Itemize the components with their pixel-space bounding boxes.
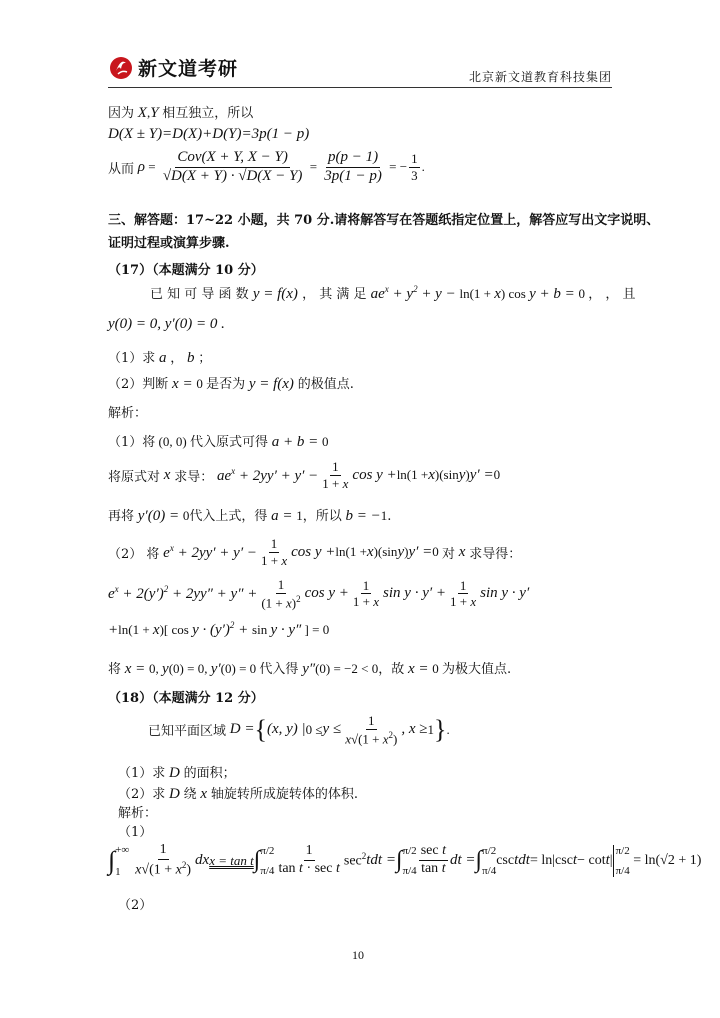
part2-label: （2）: [118, 898, 153, 913]
question-17-title: （17）（本题满分 10 分）: [108, 263, 264, 278]
second-derivative-cont: +ln(1 + x)[ $\cos y \cdot (y')^2 + \sin y \cdot y''$ ] = 0: [108, 620, 330, 638]
question-17-body: 已 知 可 导 函 数 y = f(x) ， 其 满 足 $ae^x + y^2 + y - \ln(1 + x)$ cos y + b = 0 ， ， 且: [150, 284, 636, 302]
initial-conditions: y(0) = 0, y′(0) = 0 .: [108, 316, 225, 332]
solution-conclusion: 将 x = 0, y(0) = 0, y′(0) = 0 代入得 y″(0) = −2 < 0，故 x = 0 为极大值点.: [108, 661, 512, 677]
logo-flame-icon: [108, 54, 134, 80]
solution-step1: （1）将 (0, 0) 代入原式可得 a + b = 0: [108, 434, 329, 450]
solution-step3: 再将 y′(0) = 0代入上式，得 a = 1，所以 b = −1.: [108, 508, 392, 524]
header-divider: [108, 87, 612, 88]
section-heading: 三、解答题：17~22 小题，共 70 分.请将解答写在答题纸指定位置上，解答应写出文字说明、: [108, 213, 660, 228]
analysis-label: 解析：: [108, 406, 148, 421]
brand-logo-text: 新文道考研: [138, 58, 239, 80]
page-number: 10: [352, 948, 364, 962]
solution-part2: （2） 将 $e^x + 2yy' + y'$ − $\frac{1}{1 + x}$ cos y + ln(1 + x )(sin y ) y′ = 0 对 x 求导得：: [108, 536, 522, 568]
text-line: 因为 X,Y 相互独立，所以: [108, 105, 254, 121]
question-17-part2: （2）判断 x = 0 是否为 y = f(x) 的极值点.: [108, 376, 354, 392]
question-18-title: （18）（本题满分 12 分）: [108, 691, 264, 706]
integral-computation: ∫ +∞ 1 $\frac{1}{x√(1 + x^2)}$ dx x = tan t ∫ π/2 π/4 $\frac{1}{\text{tan t · sec t}}$ $\sec^2$ tdt = ∫ π/2 π/4 $\frac{\text{sec t}}{\text{tan t}}$ dt = ∫ π/2 π/4 csc tdt = ln|csc t − cot t | π/2 π/4 = ln(√2 + 1): [108, 842, 702, 878]
formula-variance: D(X ± Y)=D(X)+D(Y)=3p(1 − p): [108, 126, 310, 142]
company-name: 北京新文道教育科技集团: [468, 70, 612, 84]
solution-derivative: 将原式对 x 求导： $ae^x + 2yy' + y'$ − $\frac{1}{1 + x}$ cos y + ln(1 + x )(sin y ) y′ = 0: [108, 459, 501, 491]
question-17-part1: （1）求 a ， b ；: [108, 350, 212, 366]
formula-rho: 从而 ρ = $\frac{\text{Cov(X + Y, X − Y)}}{√D(X + Y) \cdot √D(X - Y)}$ = $\frac{p(p - 1)}{3p(1 - p)}$ = − $\frac{1}{3}$ .: [108, 149, 425, 184]
question-18-part2: （2）求 D 绕 x 轴旋转所成旋转体的体积.: [118, 786, 358, 802]
question-18-body: 已知平面区域 D = { (x, y) | 0 ≤ y ≤ $\frac{1}{x√(1 + x^2)}$ , x ≥ 1 } .: [148, 713, 450, 746]
second-derivative: $e^x + 2(y')^2 + 2yy'' + y''$ + $\frac{1}{(1 + x)^2}$ cos y + $\frac{1}{1 + x}$ sin y · y′ + $\frac{1}{1 + x}$ sin y · y′: [108, 577, 530, 610]
section-heading-cont: 证明过程或演算步骤.: [108, 236, 230, 251]
question-18-part1: （1）求 D 的面积；: [118, 765, 236, 781]
part1-label: （1）: [118, 825, 153, 840]
analysis-label-2: 解析：: [118, 806, 158, 821]
